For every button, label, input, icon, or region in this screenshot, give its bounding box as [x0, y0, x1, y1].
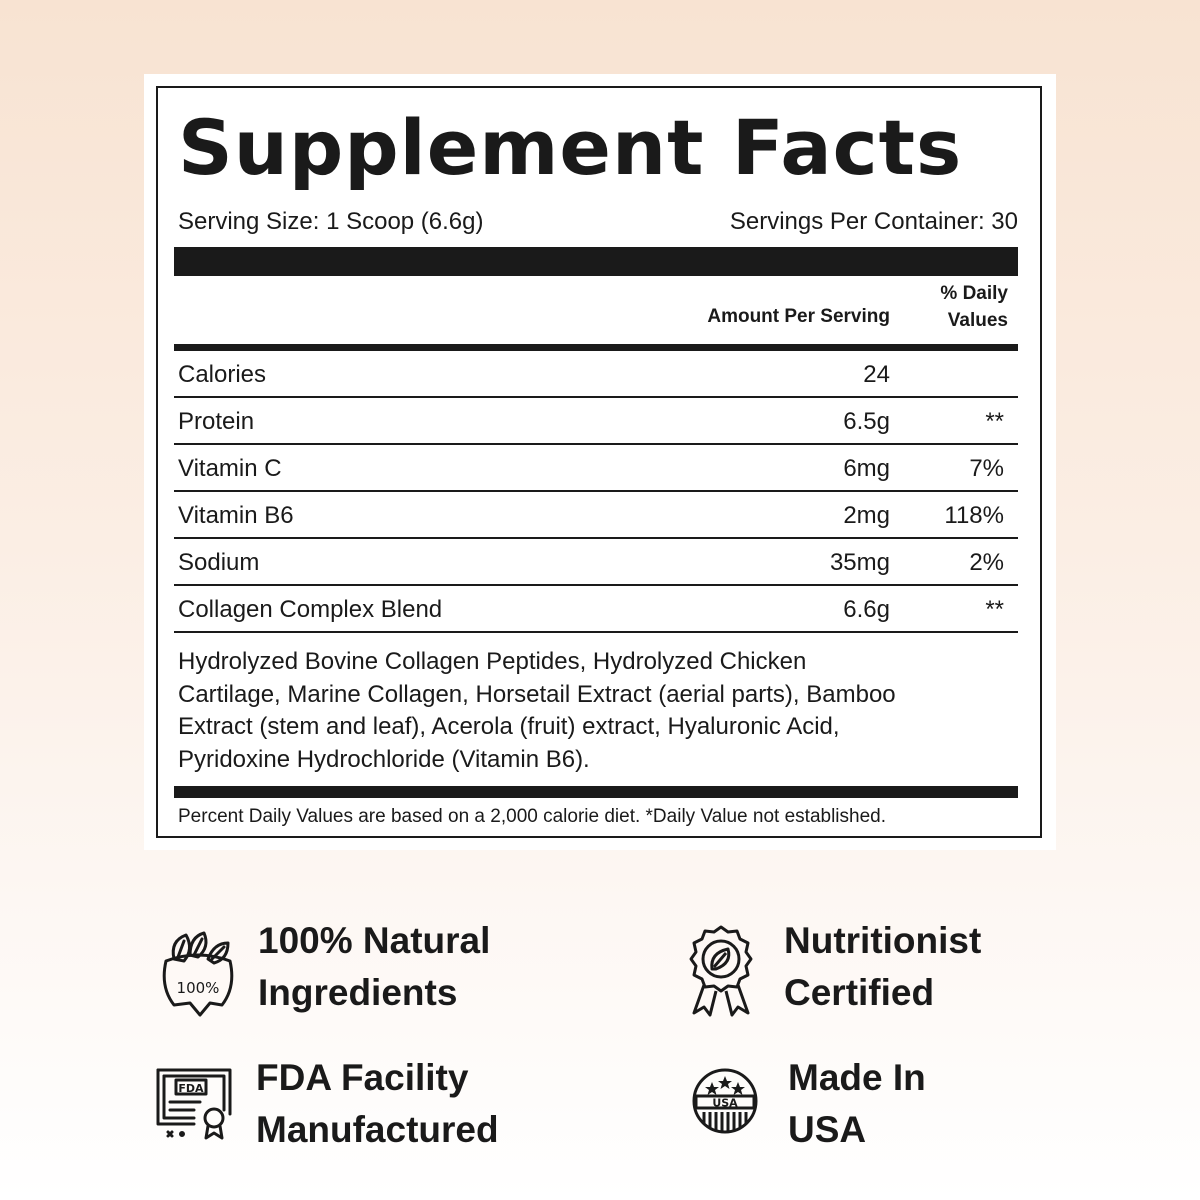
- feature-line1: FDA Facility: [256, 1057, 469, 1098]
- nutrient-amount: 6.6g: [843, 596, 890, 623]
- feature-text: [258, 915, 490, 1019]
- nutrient-amount: 24: [863, 361, 890, 388]
- nutrient-daily-value: 7%: [969, 455, 1004, 482]
- award-ribbon-icon: [686, 923, 756, 1019]
- icon-text: USA: [712, 1096, 738, 1110]
- nutrient-table: [174, 351, 1018, 633]
- table-row: [174, 586, 1018, 633]
- daily-values-header-line2: Values: [947, 310, 1008, 331]
- feature-line2: Ingredients: [258, 972, 458, 1013]
- table-row: [174, 492, 1018, 539]
- feature-line1: Nutritionist: [784, 920, 982, 961]
- blend-line: Pyridoxine Hydrochloride (Vitamin B6).: [178, 745, 590, 773]
- icon-text: 100%: [176, 979, 220, 997]
- nutrient-name: Sodium: [178, 549, 260, 576]
- feature-line1: 100% Natural: [258, 920, 491, 961]
- feature-text: [256, 1052, 499, 1156]
- nutrient-name: Collagen Complex Blend: [178, 596, 443, 623]
- feature-line2: Manufactured: [256, 1109, 499, 1150]
- nutrient-name: Protein: [178, 408, 255, 435]
- medium-divider: [174, 344, 1018, 351]
- nutrient-amount: 6mg: [843, 455, 890, 482]
- servings-per-container: Servings Per Container: 30: [729, 208, 1018, 235]
- blend-ingredients: [178, 646, 1018, 776]
- nutrient-amount: 2mg: [843, 502, 890, 529]
- feature-line2: USA: [788, 1109, 867, 1150]
- fda-certificate-icon: [154, 1066, 236, 1140]
- daily-values-header-line1: % Daily: [940, 283, 1008, 304]
- nutrient-daily-value: 2%: [969, 549, 1004, 576]
- table-row: [174, 539, 1018, 586]
- feature-text: [784, 915, 981, 1019]
- serving-size: Serving Size: 1 Scoop (6.6g): [178, 208, 484, 235]
- leaf-badge-icon: [156, 931, 240, 1019]
- nutrient-name: Vitamin B6: [178, 502, 294, 529]
- feature-certified: [680, 915, 1100, 1025]
- amount-per-serving-header: Amount Per Serving: [707, 306, 890, 327]
- nutrient-name: Calories: [178, 361, 267, 388]
- table-row: [174, 398, 1018, 445]
- table-row: [174, 351, 1018, 398]
- nutrient-daily-value: 118%: [944, 502, 1004, 529]
- feature-natural: [150, 915, 570, 1025]
- table-row: [174, 445, 1018, 492]
- icon-text: FDA: [178, 1082, 204, 1095]
- feature-fda: [150, 1052, 570, 1162]
- nutrient-name: Vitamin C: [178, 455, 282, 482]
- nutrient-amount: 6.5g: [843, 408, 890, 435]
- supplement-facts-label: [156, 86, 1042, 838]
- daily-value-footnote: Percent Daily Values are based on a 2,000 calorie diet. *Daily Value not established.: [178, 806, 887, 827]
- feature-line2: Certified: [784, 972, 935, 1013]
- thick-divider-bottom: [174, 786, 1018, 798]
- label-title: Supplement Facts: [178, 103, 963, 192]
- feature-usa: [680, 1052, 1100, 1162]
- nutrient-daily-value: **: [985, 596, 1004, 623]
- blend-line: Cartilage, Marine Collagen, Horsetail Extract (aerial parts), Bamboo: [178, 680, 896, 708]
- blend-line: Hydrolyzed Bovine Collagen Peptides, Hydrolyzed Chicken: [178, 648, 807, 675]
- nutrient-amount: 35mg: [829, 549, 890, 576]
- feature-text: [788, 1052, 926, 1156]
- usa-seal-icon: [690, 1066, 760, 1136]
- thick-divider-top: [174, 247, 1018, 276]
- blend-line: Extract (stem and leaf), Acerola (fruit) extract, Hyaluronic Acid,: [178, 713, 840, 740]
- nutrient-daily-value: **: [985, 408, 1004, 435]
- feature-line1: Made In: [788, 1057, 926, 1098]
- daily-values-header: [898, 280, 1008, 334]
